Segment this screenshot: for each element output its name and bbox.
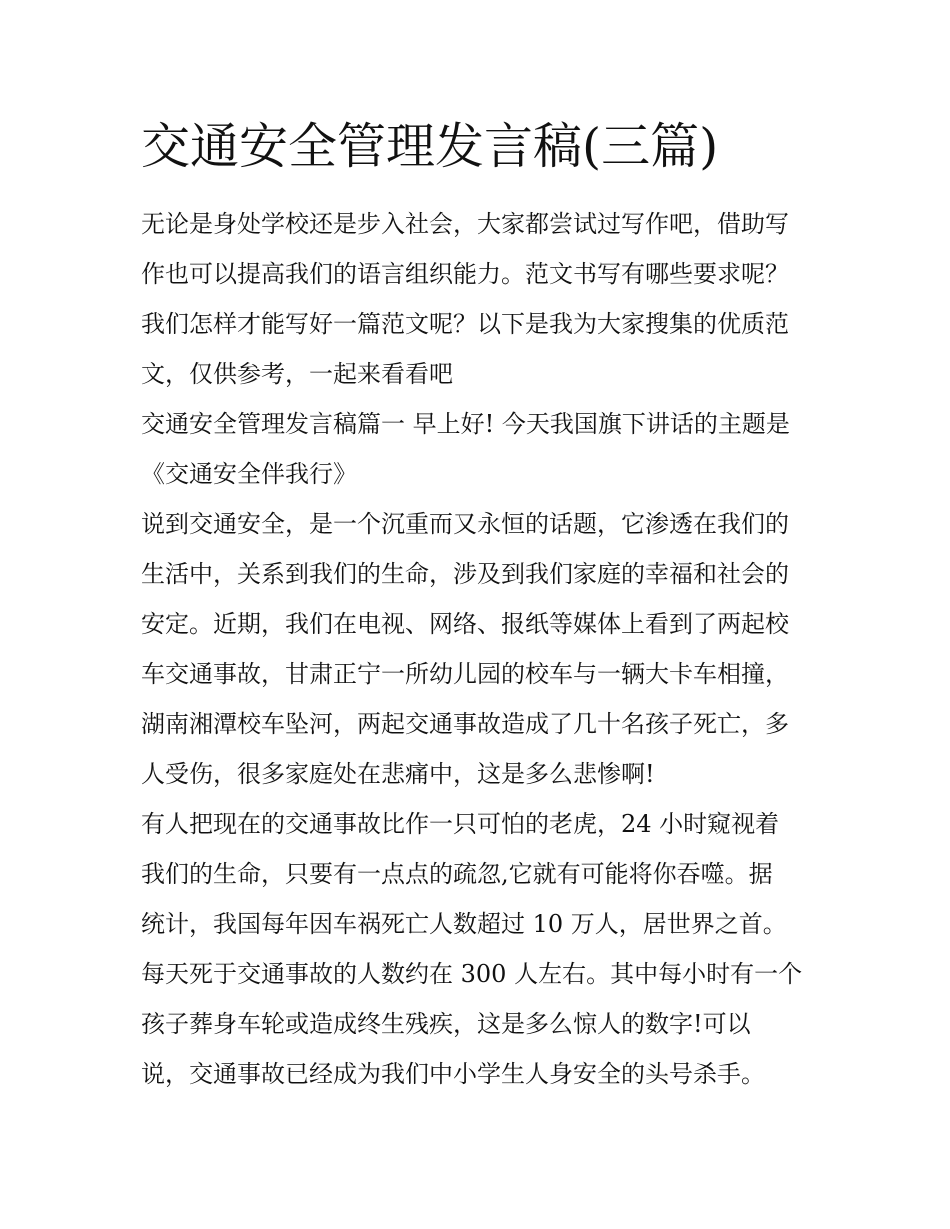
body-line-p2-6: 说，交通事故已经成为我们中小学生人身安全的头号杀手。 [141,1060,765,1088]
body-line-intro-4: 文，仅供参考，一起来看看吧 [141,360,453,388]
body-line-p1-4: 车交通事故，甘肃正宁一所幼儿园的校车与一辆大卡车相撞， [141,660,789,688]
body-line-intro-2: 作也可以提高我们的语言组织能力。范文书写有哪些要求呢？ [141,260,789,288]
body-line-speech-heading-2: 《交通安全伴我行》 [141,460,357,488]
body-line-p2-1: 有人把现在的交通事故比作一只可怕的老虎，24 小时窥视着 [141,810,780,838]
body-line-p1-2: 生活中，关系到我们的生命，涉及到我们家庭的幸福和社会的 [141,560,789,588]
body-line-p1-5: 湖南湘潭校车坠河，两起交通事故造成了几十名孩子死亡，多 [141,710,789,738]
body-line-p1-6: 人受伤，很多家庭处在悲痛中，这是多么悲惨啊! [141,760,655,788]
body-line-p1-1: 说到交通安全，是一个沉重而又永恒的话题，它渗透在我们的 [141,510,789,538]
body-line-p1-3: 安定。近期，我们在电视、网络、报纸等媒体上看到了两起校 [141,610,789,638]
body-line-intro-3: 我们怎样才能写好一篇范文呢？以下是我为大家搜集的优质范 [141,310,789,338]
body-line-intro-1: 无论是身处学校还是步入社会，大家都尝试过写作吧，借助写 [141,210,789,238]
body-line-p2-2: 我们的生命，只要有一点点的疏忽,它就有可能将你吞噬。据 [141,860,773,888]
document-title: 交通安全管理发言稿(三篇) [141,118,719,175]
body-line-p2-3: 统计，我国每年因车祸死亡人数超过 10 万人，居世界之首。 [141,910,787,938]
body-line-speech-heading-1: 交通安全管理发言稿篇一 早上好! 今天我国旗下讲话的主题是 [141,410,790,438]
body-line-p2-5: 孩子葬身车轮或造成终生残疾，这是多么惊人的数字!可以 [141,1010,751,1038]
body-line-p2-4: 每天死于交通事故的人数约在 300 人左右。其中每小时有一个 [141,960,803,988]
